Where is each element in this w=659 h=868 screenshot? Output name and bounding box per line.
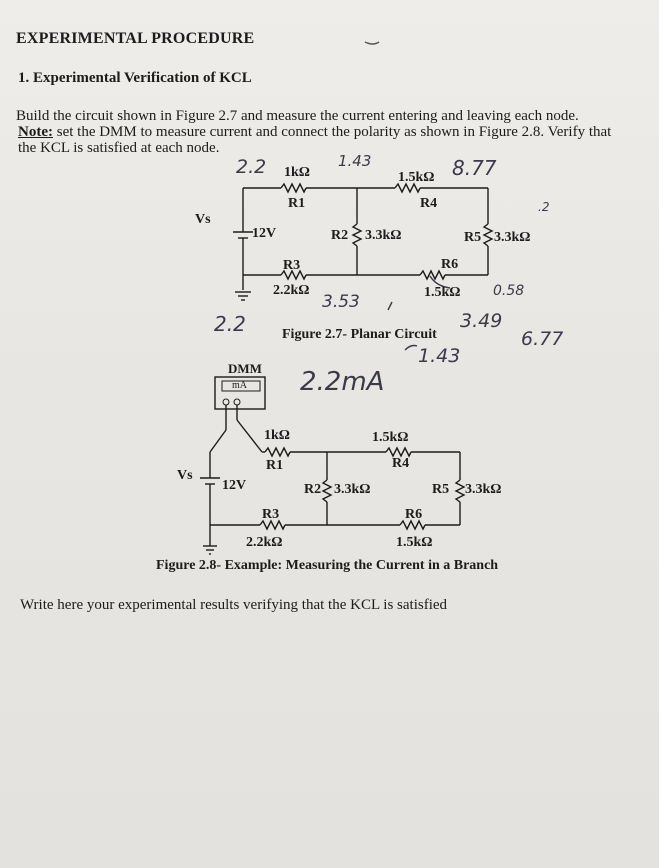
fig28-caption: Figure 2.8- Example: Measuring the Current in a Branch (156, 558, 499, 573)
fig27-r6-value: 1.5kΩ (424, 285, 461, 300)
fig28-r2-value: 3.3kΩ (334, 482, 371, 497)
hand-note-4: .2 (538, 200, 550, 214)
fig28-r5-value: 3.3kΩ (465, 482, 502, 497)
hand-note-1: 2.2 (236, 156, 267, 178)
fig27-vs-label: Vs (195, 212, 211, 227)
fig28-r2-label: R2 (304, 482, 322, 497)
fig28-source-value: 12V (222, 478, 247, 493)
note-label: Note: (18, 124, 53, 140)
fig28-r4-name: R4 (392, 456, 410, 471)
dmm-display: mA (232, 380, 247, 391)
fig28-r6-value: 1.5kΩ (396, 535, 433, 550)
fig28-r6-name: R6 (405, 507, 423, 522)
fig28-r1-value: 1kΩ (264, 428, 290, 443)
fig28-r4-value: 1.5kΩ (372, 430, 409, 445)
hand-note-8: 3.49 (460, 310, 503, 332)
dmm-label: DMM (228, 361, 262, 376)
fig27-r5-label: R5 (464, 230, 482, 245)
instruction-line-3: the KCL is satisfied at each node. (18, 140, 220, 156)
fig27-r5-value: 3.3kΩ (494, 230, 531, 245)
fig28-r3-value: 2.2kΩ (246, 535, 283, 550)
fig27-r1-name: R1 (288, 196, 306, 211)
fig28-vs-label: Vs (177, 468, 193, 483)
fig27-source-value: 12V (252, 226, 277, 241)
hand-note-current: 2.2mA (300, 367, 385, 397)
fig28-r3-name: R3 (262, 507, 280, 522)
fig28-r5-label: R5 (432, 482, 450, 497)
hand-note-7: 0.58 (493, 283, 525, 299)
section-heading: 1. Experimental Verification of KCL (18, 70, 252, 86)
fig27-caption: Figure 2.7- Planar Circuit (282, 327, 437, 342)
fig27-r4-value: 1.5kΩ (398, 170, 435, 185)
fig28-r1-name: R1 (266, 458, 284, 473)
results-prompt: Write here your experimental results verifying that the KCL is satisfied (20, 597, 448, 613)
hand-note-9: 6.77 (521, 328, 564, 350)
instruction-line-1: Build the circuit shown in Figure 2.7 and measure the current entering and leaving each node. (16, 108, 579, 124)
fig27-r6-name: R6 (441, 257, 459, 272)
fig27-r3-name: R3 (283, 258, 301, 273)
hand-note-6: 3.53 (322, 292, 360, 312)
instruction-line-2-text: set the DMM to measure current and connect the polarity as shown in Figure 2.8. Verify that (52, 124, 612, 140)
fig27-r2-value: 3.3kΩ (365, 228, 402, 243)
hand-note-10: 1.43 (418, 345, 461, 367)
hand-note-2: 1.43 (338, 152, 372, 170)
fig27-r2-label: R2 (331, 228, 349, 243)
fig27-r3-value: 2.2kΩ (273, 283, 310, 298)
procedure-heading: EXPERIMENTAL PROCEDURE (16, 30, 255, 47)
fig27-r1-value: 1kΩ (284, 165, 310, 180)
fig27-r4-name: R4 (420, 196, 438, 211)
hand-note-3: 8.77 (452, 156, 497, 180)
hand-note-5: 2.2 (214, 312, 246, 336)
